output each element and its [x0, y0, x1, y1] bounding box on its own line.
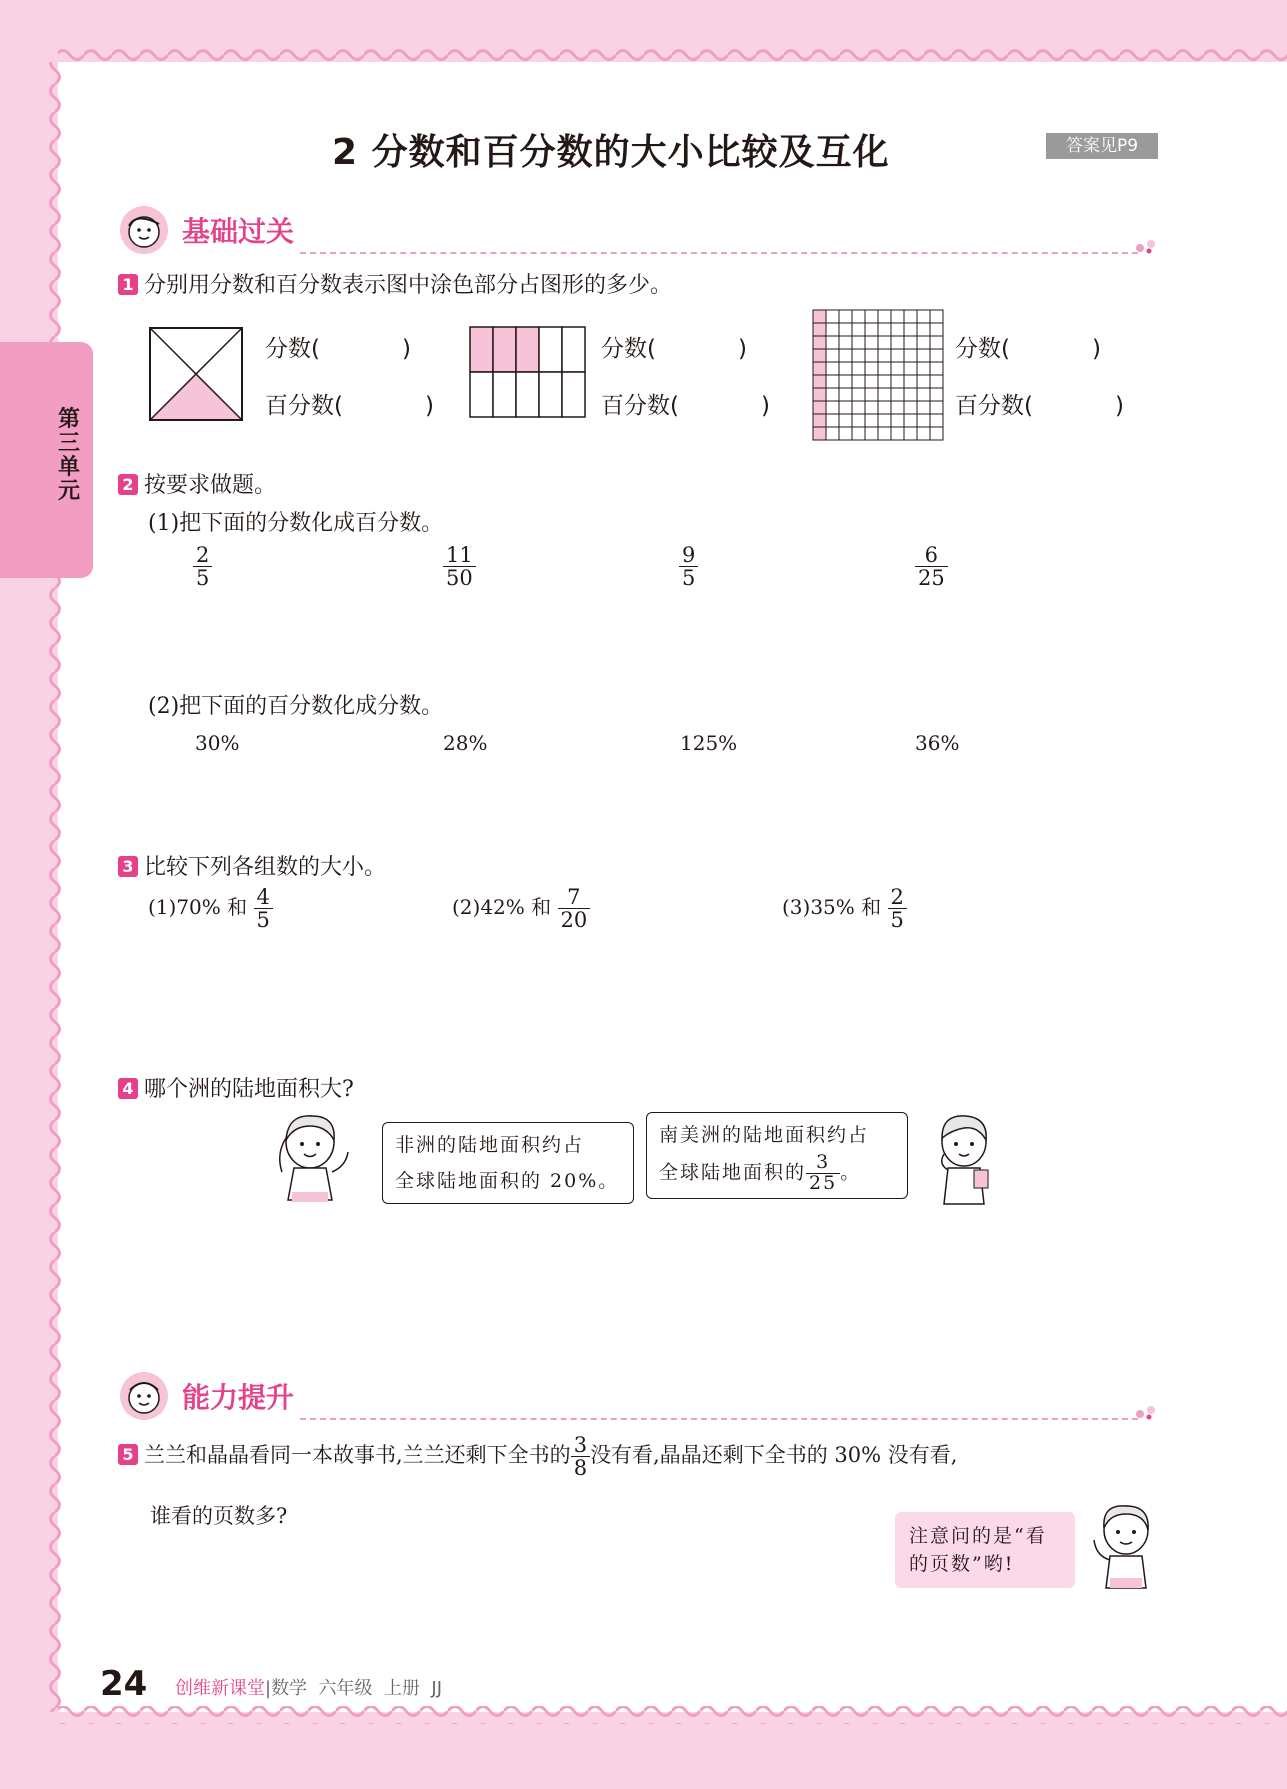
grid-cell: [904, 427, 917, 440]
footer-series: 创维新课堂|数学 六年级 上册 JJ: [175, 1678, 443, 1699]
unit-side-tab: [0, 342, 93, 578]
page-number: 24: [100, 1664, 148, 1704]
grid-cell: [839, 375, 852, 388]
girl-pointing-illustration-icon: [1086, 1500, 1166, 1594]
grid-cell: [904, 362, 917, 375]
grid-cell: [904, 401, 917, 414]
q2-fraction-4: $\frac{6}{25}$: [915, 544, 948, 589]
grid-cell: [852, 427, 865, 440]
grid-cell: [516, 372, 539, 417]
boy-mascot-icon: [116, 1370, 172, 1422]
grid-cell: [839, 323, 852, 336]
grid-cell: [562, 372, 585, 417]
grid-cell: [878, 414, 891, 427]
grid-cell: [891, 388, 904, 401]
grid-cell: [891, 349, 904, 362]
fig2-percent-blank[interactable]: 百分数( ): [601, 393, 770, 419]
question-3: [118, 850, 386, 881]
bubble-left-line1: 非洲的陆地面积约占: [395, 1134, 585, 1156]
grid-cell: [891, 362, 904, 375]
grid-cell: [917, 427, 930, 440]
speech-bubble-africa: [382, 1122, 634, 1204]
bubble-left-line2: 全球陆地面积的 20%。: [395, 1170, 620, 1192]
q3-item-3: (3)35% 和 $\frac{2}{5}$: [782, 886, 907, 931]
grid-cell: [852, 401, 865, 414]
footer-info: 数学 六年级 上册 JJ: [271, 1678, 443, 1699]
grid-cell: [891, 401, 904, 414]
grid-cell: [852, 414, 865, 427]
grid-cell: [878, 401, 891, 414]
section-heading-basic: 基础过关: [182, 215, 295, 248]
grid-cell: [865, 362, 878, 375]
fig3-percent-blank[interactable]: 百分数( ): [955, 393, 1124, 419]
grid-cell: [904, 310, 917, 323]
grid-cell: [813, 414, 826, 427]
grid-cell: [878, 375, 891, 388]
q3-item-2: (2)42% 和 $\frac{7}{20}$: [452, 886, 590, 931]
grid-cell: [852, 323, 865, 336]
dots-ornament-icon: [1134, 1404, 1160, 1420]
grid-cell: [826, 401, 839, 414]
grid-cell: [865, 414, 878, 427]
question-3-text: 比较下列各组数的大小。: [144, 855, 387, 880]
grid-cell: [813, 336, 826, 349]
grid-cell: [470, 372, 493, 417]
hint-line1: 注意问的是“看: [909, 1525, 1047, 1547]
grid-cell: [839, 414, 852, 427]
grid-cell: [865, 401, 878, 414]
grid-cell: [839, 401, 852, 414]
grid-cell: [891, 336, 904, 349]
grid-cell: [904, 323, 917, 336]
grid-cell: [917, 401, 930, 414]
grid-cell: [930, 362, 943, 375]
grid-cell: [891, 375, 904, 388]
grid-cell: [904, 349, 917, 362]
grid-cell: [839, 336, 852, 349]
bubble-fraction: $\frac{3}{25}$: [806, 1153, 840, 1194]
grid-cell: [865, 323, 878, 336]
figure-rect-grid: [469, 326, 587, 420]
grid-cell: [878, 362, 891, 375]
q2-percent-4: 36%: [915, 731, 960, 755]
speech-bubble-south-america: [646, 1112, 908, 1199]
fig1-fraction-blank[interactable]: 分数( ): [265, 336, 411, 362]
question-2-text: 按要求做题。: [144, 473, 277, 498]
grid-cell: [865, 427, 878, 440]
q2-percent-3: 125%: [680, 731, 738, 755]
grid-cell: [852, 336, 865, 349]
q3-fraction-1: $\frac{4}{5}$: [254, 886, 273, 931]
grid-cell: [539, 372, 562, 417]
grid-cell: [813, 375, 826, 388]
question-5: [118, 1434, 957, 1479]
grid-cell: [930, 388, 943, 401]
figure-hundred-grid: [812, 309, 944, 441]
grid-cell: [917, 349, 930, 362]
q5-text-c: 谁看的页数多?: [150, 1504, 288, 1528]
grid-cell: [917, 323, 930, 336]
grid-cell: [930, 310, 943, 323]
grid-cell: [891, 414, 904, 427]
grid-cell: [470, 327, 493, 372]
question-number: 5: [118, 1444, 138, 1465]
grid-cell: [516, 327, 539, 372]
grid-cell: [826, 310, 839, 323]
boy-illustration-icon: [926, 1108, 1002, 1212]
grid-cell: [562, 327, 585, 372]
q5-text-a: 兰兰和晶晶看同一本故事书,兰兰还剩下全书的: [144, 1443, 571, 1468]
grid-cell: [852, 362, 865, 375]
grid-cell: [878, 349, 891, 362]
q2-percent-1: 30%: [195, 731, 240, 755]
grid-cell: [826, 349, 839, 362]
grid-cell: [852, 349, 865, 362]
grid-cell: [904, 375, 917, 388]
grid-cell: [839, 362, 852, 375]
grid-cell: [904, 336, 917, 349]
grid-cell: [493, 327, 516, 372]
grid-cell: [865, 310, 878, 323]
grid-cell: [813, 362, 826, 375]
girl-mascot-icon: [116, 204, 172, 256]
grid-cell: [813, 323, 826, 336]
grid-cell: [878, 388, 891, 401]
section-divider: [300, 252, 1138, 254]
grid-cell: [891, 427, 904, 440]
bubble-right-line2: 全球陆地面积的 $\frac{3}{25}$ 。: [659, 1151, 862, 1194]
unit-tab-label: 第三单元: [58, 407, 81, 504]
grid-cell: [813, 310, 826, 323]
grid-cell: [930, 427, 943, 440]
grid-cell: [826, 336, 839, 349]
grid-cell: [826, 362, 839, 375]
grid-cell: [865, 349, 878, 362]
grid-cell: [826, 427, 839, 440]
grid-cell: [904, 414, 917, 427]
hint-line2: 的页数”哟!: [909, 1553, 1015, 1575]
grid-cell: [917, 388, 930, 401]
grid-cell: [826, 323, 839, 336]
q3-fraction-2: $\frac{7}{20}$: [558, 886, 591, 931]
grid-cell: [826, 388, 839, 401]
section-heading-advanced: 能力提升: [182, 1381, 295, 1414]
grid-cell: [930, 349, 943, 362]
q5-fraction: $\frac{3}{8}$: [571, 1434, 590, 1479]
answer-reference-badge: 答案见P9: [1046, 133, 1158, 159]
question-number: 3: [118, 856, 138, 877]
q2-fraction-2: $\frac{11}{50}$: [443, 544, 476, 589]
q2-part2: (2)把下面的百分数化成分数。: [148, 694, 444, 719]
grid-cell: [813, 388, 826, 401]
q2-part1: (1)把下面的分数化成百分数。: [148, 511, 444, 536]
grid-cell: [878, 427, 891, 440]
hint-note-bubble: [895, 1512, 1075, 1588]
question-number: 4: [118, 1078, 138, 1099]
grid-cell: [839, 349, 852, 362]
grid-cell: [917, 362, 930, 375]
grid-cell: [865, 336, 878, 349]
question-2: [118, 468, 276, 499]
girl-illustration-icon: [270, 1110, 360, 1210]
grid-cell: [917, 310, 930, 323]
grid-cell: [917, 375, 930, 388]
grid-cell: [904, 388, 917, 401]
grid-cell: [878, 336, 891, 349]
bubble-right-line1: 南美洲的陆地面积约占: [659, 1124, 870, 1146]
grid-cell: [852, 375, 865, 388]
grid-cell: [852, 388, 865, 401]
grid-cell: [839, 427, 852, 440]
grid-cell: [813, 401, 826, 414]
grid-cell: [826, 414, 839, 427]
fig1-percent-blank[interactable]: 百分数( ): [265, 393, 434, 419]
grid-cell: [891, 323, 904, 336]
grid-cell: [865, 375, 878, 388]
grid-cell: [930, 336, 943, 349]
question-4: [118, 1072, 354, 1103]
q3-fraction-3: $\frac{2}{5}$: [888, 886, 907, 931]
q3-item-1: (1)70% 和 $\frac{4}{5}$: [148, 886, 273, 931]
question-1-text: 分别用分数和百分数表示图中涂色部分占图形的多少。: [144, 273, 673, 298]
grid-cell: [813, 427, 826, 440]
grid-cell: [839, 388, 852, 401]
grid-cell: [930, 401, 943, 414]
question-1: [118, 268, 672, 299]
grid-cell: [839, 310, 852, 323]
question-4-text: 哪个洲的陆地面积大?: [144, 1077, 354, 1102]
page-title: 2 分数和百分数的大小比较及互化: [332, 132, 890, 173]
grid-cell: [826, 375, 839, 388]
grid-cell: [917, 414, 930, 427]
q2-percent-2: 28%: [443, 731, 488, 755]
grid-cell: [930, 414, 943, 427]
grid-cell: [930, 323, 943, 336]
grid-cell: [865, 388, 878, 401]
q2-fraction-1: $\frac{2}{5}$: [193, 544, 212, 589]
q2-fraction-3: $\frac{9}{5}$: [679, 544, 698, 589]
grid-cell: [891, 310, 904, 323]
question-number: 2: [118, 474, 138, 495]
grid-cell: [539, 327, 562, 372]
grid-cell: [878, 323, 891, 336]
grid-cell: [813, 349, 826, 362]
fig3-fraction-blank[interactable]: 分数( ): [955, 336, 1101, 362]
grid-cell: [852, 310, 865, 323]
q5-text-b: 没有看,晶晶还剩下全书的 30% 没有看,: [590, 1443, 958, 1468]
question-number: 1: [118, 274, 138, 295]
grid-cell: [930, 375, 943, 388]
grid-cell: [493, 372, 516, 417]
fig2-fraction-blank[interactable]: 分数( ): [601, 336, 747, 362]
figure-square-diagonals: [148, 326, 244, 422]
section-divider: [300, 1418, 1138, 1420]
grid-cell: [917, 336, 930, 349]
dots-ornament-icon: [1134, 238, 1160, 254]
grid-cell: [878, 310, 891, 323]
footer-brand: 创维新课堂: [175, 1678, 265, 1699]
